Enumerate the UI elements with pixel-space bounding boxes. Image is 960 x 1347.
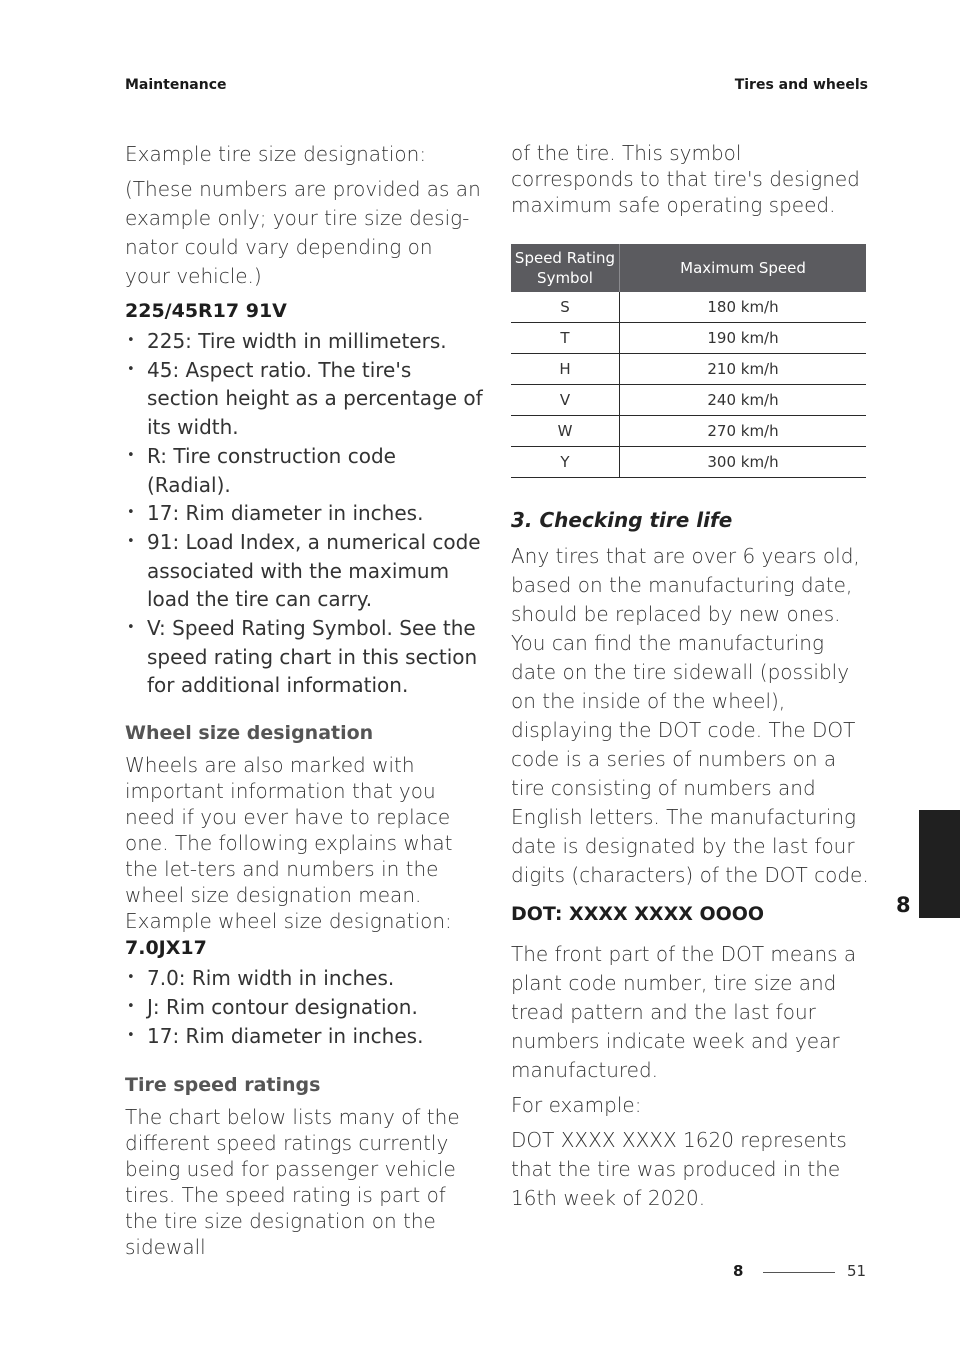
table-cell: 180 km/h [620,292,867,323]
example-text: DOT XXXX XXXX 1620 represents that the tire was produced in the 16th week of 2020. [511,1128,847,1210]
table-cell: W [511,416,620,447]
left-column [125,140,483,1260]
table-cell: 210 km/h [620,354,867,385]
section-title: 3. Checking tire life [511,508,733,532]
right-column [511,140,869,1219]
chapter-tab [919,810,960,918]
list-item: • 91: Load Index, a numerical code associated with the maximum load the tire can carry. [125,528,483,614]
speed-rating-table [511,244,866,478]
note-text: (These numbers are provided as an example only; your tire size desig-nator could vary depending on your vehicle.) [125,177,481,288]
table-row [511,354,866,385]
footer-chapter: 8 [733,1262,744,1280]
table-cell: S [511,292,620,323]
table-row [511,292,866,323]
tire-item-list [125,327,483,700]
table-header-row [511,244,866,292]
column-header: Speed Rating Symbol [511,244,620,292]
header-section: Maintenance [125,77,227,93]
example-label: For example: [511,1093,642,1117]
list-item: • J: Rim contour designation. [125,993,483,1022]
table-cell: 190 km/h [620,323,867,354]
wheel-code: 7.0JX17 [125,937,207,960]
wheel-text: Wheels are also marked with important information that you need if you ever have to replace one. The following explains what the let-ters and numbers in the wheel size designation mean. [125,753,453,908]
list-item: • 225: Tire width in millimeters. [125,327,483,356]
table-cell: T [511,323,620,354]
wheel-item-list [125,964,483,1050]
table-row [511,385,866,416]
wheel-example: Example wheel size designation: [125,909,452,934]
chapter-tab-number: 8 [896,893,911,917]
footer-divider [763,1272,835,1273]
table-cell: Y [511,447,620,478]
list-item: • V: Speed Rating Symbol. See the speed rating chart in this section for additional information. [125,614,483,700]
table-cell: V [511,385,620,416]
list-item: • 45: Aspect ratio. The tire's section height as a percentage of its width. [125,356,483,442]
header-topic: Tires and wheels [734,77,868,93]
page-number: 51 [847,1262,867,1280]
list-item: • R: Tire construction code (Radial). [125,442,483,499]
table-row [511,447,866,478]
dot-text: The front part of the DOT means a plant code number, tire size and tread pattern and the last four numbers indicate week and year manufactured. [511,942,857,1082]
continued-text: of the tire. This symbol corresponds to that tire's designed maximum safe operating speed. [511,141,860,217]
list-item: • 7.0: Rim width in inches. [125,964,483,993]
table-cell: H [511,354,620,385]
table-row [511,416,866,447]
wheel-heading: Wheel size designation [125,722,374,745]
table-cell: 240 km/h [620,385,867,416]
speed-heading: Tire speed ratings [125,1074,321,1097]
intro-text: Example tire size designation: [125,142,427,166]
table-cell: 300 km/h [620,447,867,478]
dot-code: DOT: XXXX XXXX OOOO [511,903,765,925]
speed-text: The chart below lists many of the different speed ratings currently being used for passenger vehicle tires. The speed rating is part of the tire size designation on the sidewall [125,1105,460,1260]
list-item: • 17: Rim diameter in inches. [125,499,483,528]
table-row [511,323,866,354]
table-cell: 270 km/h [620,416,867,447]
tire-code: 225/45R17 91V [125,300,287,322]
column-header: Maximum Speed [620,244,867,292]
life-text: Any tires that are over 6 years old, based on the manufacturing date, should be replaced by new ones. You can find the manufacturing date on the tire sidewall (possibly on the inside of the wheel), displaying the DOT code. The DOT code is a series of numbers on a tire consisting of numbers and English letters. The manufacturing date is designated by the last four digits (characters) of the DOT code. [511,544,869,887]
list-item: • 17: Rim diameter in inches. [125,1022,483,1051]
